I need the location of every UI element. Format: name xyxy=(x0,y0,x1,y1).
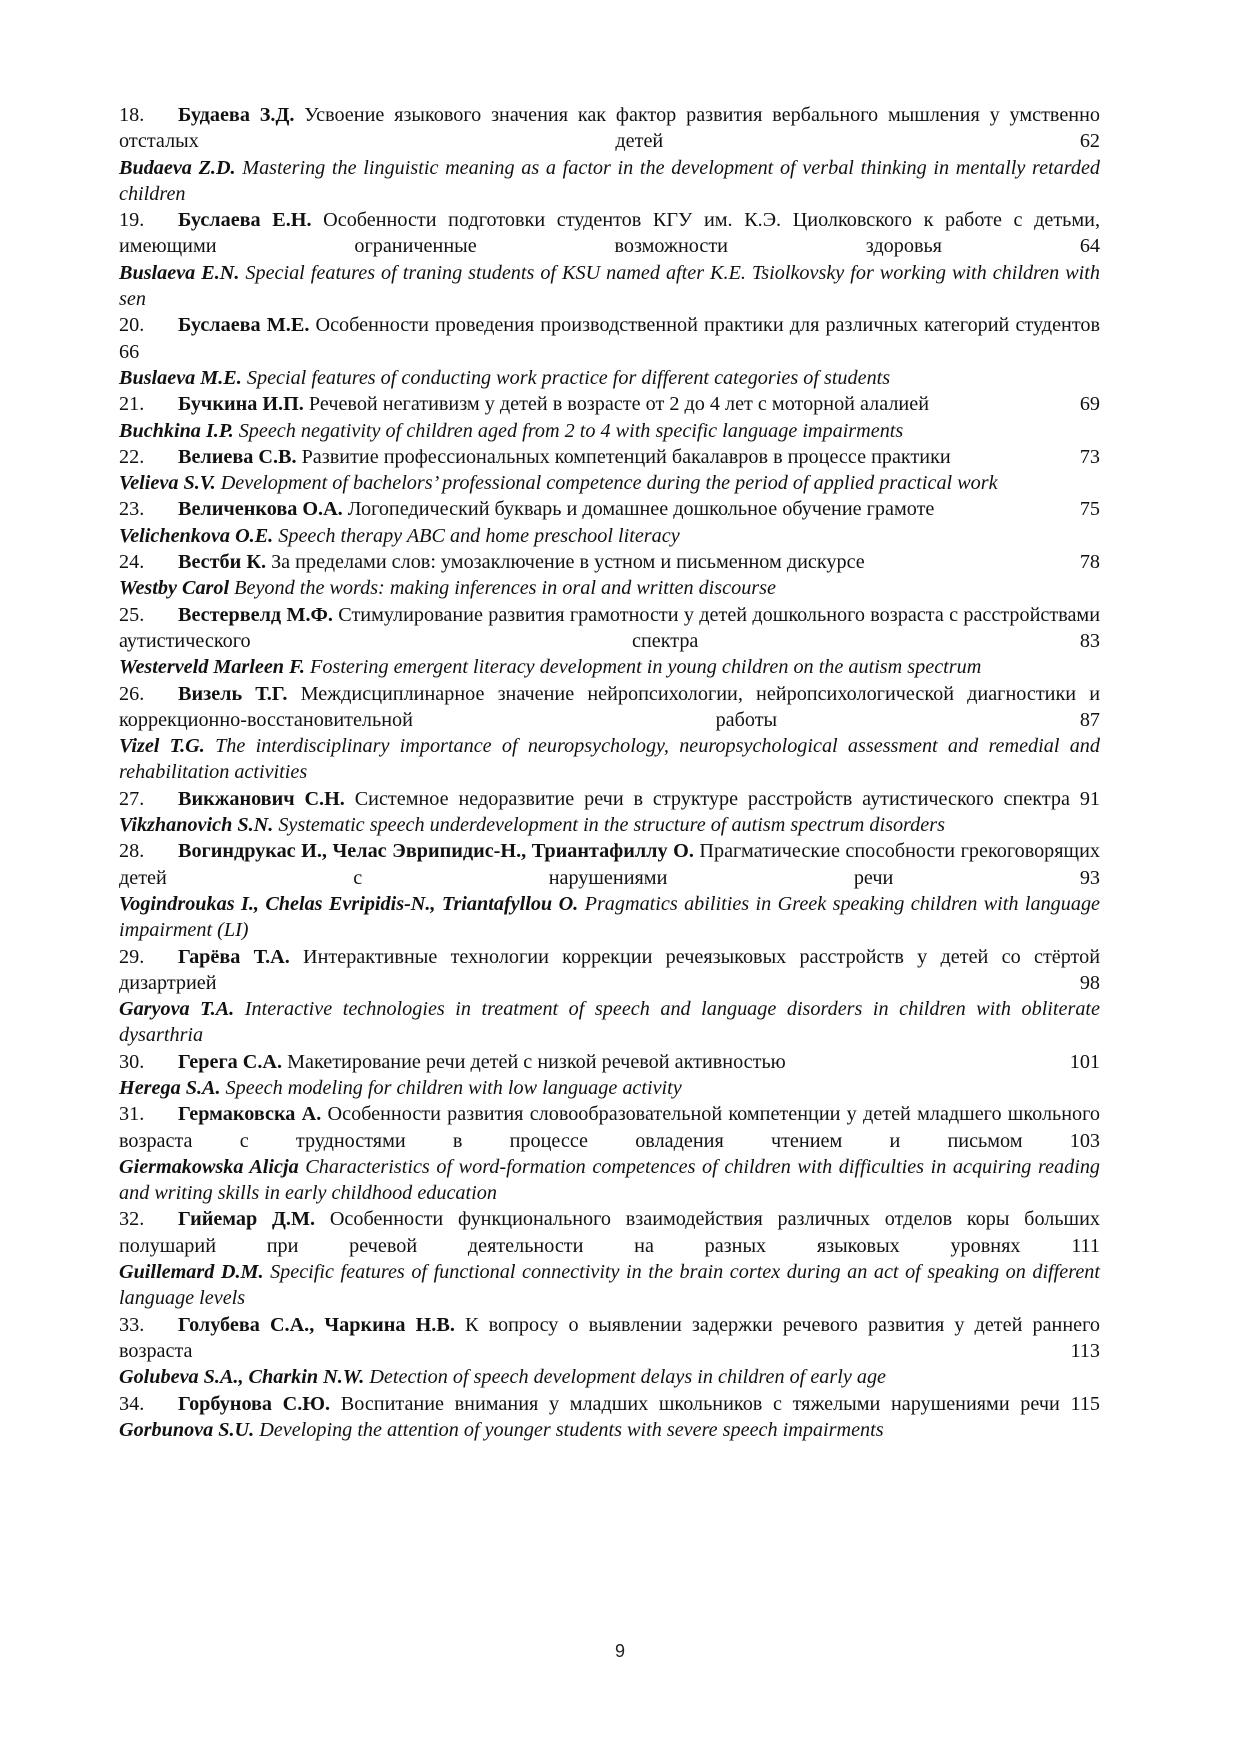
entry-number: 25. xyxy=(119,603,145,626)
toc-entry-26 xyxy=(119,681,1100,786)
toc-entry-en xyxy=(119,891,1100,944)
toc-entry-23 xyxy=(119,496,1100,549)
entry-page: 64 xyxy=(1079,235,1100,258)
entry-number: 34. xyxy=(119,1392,145,1415)
entry-number: 27. xyxy=(119,787,145,810)
toc-entry-20 xyxy=(119,312,1100,391)
entry-title-ru: К вопросу о выявлении задержки речевого развития у детей раннего возраста xyxy=(119,1313,1100,1362)
entry-author-en: Velieva S.V. xyxy=(119,472,216,495)
toc-entry-33 xyxy=(119,1312,1100,1391)
toc-entry-ru xyxy=(119,1391,1100,1417)
entry-author-en: Garyova T.A. xyxy=(119,998,235,1021)
entry-number: 24. xyxy=(119,551,145,574)
entry-number: 18. xyxy=(119,104,145,126)
toc-entry-en xyxy=(119,1075,1100,1101)
toc-entry-29 xyxy=(119,944,1100,1049)
entry-page: 101 xyxy=(1069,1050,1100,1073)
entry-title-ru: Прагматические способности грекоговорящих детей с нарушениями речи xyxy=(119,840,1101,889)
entry-title-ru: Развитие профессиональных компетенций бакалавров в процессе практики xyxy=(301,445,951,468)
entry-number: 19. xyxy=(119,209,145,232)
entry-title-ru: Особенности развития словообразовательной компетенции у детей младшего школьного возраста с трудностями в процессе овладения чтением и письмом xyxy=(119,1103,1101,1152)
toc-entry-ru xyxy=(119,786,1100,812)
entry-author-ru: Визель Т.Г. xyxy=(178,682,288,705)
toc-entry-en xyxy=(119,1259,1100,1312)
entry-title-en: Beyond the words: making inferences in oral and written discourse xyxy=(234,577,776,600)
toc-entry-en xyxy=(119,654,1100,680)
entry-number: 28. xyxy=(119,840,145,863)
entry-author-ru: Велиева С.В. xyxy=(178,445,297,468)
entry-title-ru: Особенности проведения производственной практики для различных категорий студентов xyxy=(315,314,1101,337)
entry-title-en: The interdisciplinary importance of neuropsychology, neuropsychological assessment and remedial and rehabilitation activities xyxy=(119,735,1100,784)
toc-entry-ru xyxy=(119,1049,1100,1075)
entry-title-ru: Особенности подготовки студентов КГУ им. К.Э. Циолковского к работе с детьми, имеющими ограниченные возможности здоровья xyxy=(119,209,1101,258)
entry-number: 26. xyxy=(119,682,145,705)
entry-title-en: Fostering emergent literacy development in young children on the autism spectrum xyxy=(310,656,982,679)
entry-title-en: Interactive technologies in treatment of speech and language disorders in children with obliterate dysarthria xyxy=(119,998,1101,1047)
entry-title-ru: Речевой негативизм у детей в возрасте от 2 до 4 лет с моторной алалией xyxy=(308,393,930,416)
entry-page: 62 xyxy=(1079,130,1100,153)
entry-author-en: Golubeva S.A., Charkin N.W. xyxy=(119,1366,365,1389)
entry-author-ru: Буслаева Е.Н. xyxy=(178,209,312,232)
entry-head xyxy=(119,1049,786,1075)
toc-entry-en xyxy=(119,996,1100,1049)
toc-entry-32 xyxy=(119,1206,1100,1311)
entry-author-ru: Бучкина И.П. xyxy=(178,393,304,416)
entry-author-ru: Величенкова О.А. xyxy=(178,498,343,521)
toc-entry-en xyxy=(119,1154,1100,1207)
entry-page: 73 xyxy=(1079,445,1100,468)
toc-entry-ru xyxy=(119,1101,1100,1154)
entry-author-ru: Викжанович С.Н. xyxy=(178,787,345,810)
entry-number: 22. xyxy=(119,445,145,468)
entry-author-en: Gorbunova S.U. xyxy=(119,1418,255,1441)
entry-author-en: Vikzhanovich S.N. xyxy=(119,814,274,837)
entry-title-en: Pragmatics abilities in Greek speaking children with language impairment (LI) xyxy=(119,892,1101,942)
toc-entry-25 xyxy=(119,602,1100,681)
entry-title-ru: Воспитание внимания у младших школьников с тяжелыми нарушениями речи xyxy=(340,1392,1060,1415)
toc-entry-ru xyxy=(119,1206,1100,1259)
entry-author-ru: Гермаковска А. xyxy=(178,1103,322,1126)
toc-entry-en xyxy=(119,1364,1100,1390)
toc-entry-en xyxy=(119,1417,1100,1443)
toc-entry-en xyxy=(119,733,1100,786)
entry-title-en: Development of bachelors’ professional competence during the period of applied practical work xyxy=(220,472,998,495)
entry-title-ru: Междисциплинарное значение нейропсихологии, нейропсихологической диагностики и коррекционно-восстановительной работы xyxy=(119,682,1100,731)
toc-entry-30 xyxy=(119,1049,1100,1102)
entry-head xyxy=(119,496,934,522)
entry-author-en: Buslaeva M.E. xyxy=(119,366,242,389)
toc-entry-31 xyxy=(119,1101,1100,1206)
entry-author-en: Vizel T.G. xyxy=(119,735,205,758)
entry-author-ru: Вестервелд М.Ф. xyxy=(178,603,333,626)
toc-entry-en xyxy=(119,365,1100,391)
toc-entry-21 xyxy=(119,391,1100,444)
entry-page: 93 xyxy=(1079,866,1100,889)
entry-title-en: Mastering the linguistic meaning as a factor in the development of verbal thinking in mentally retarded children xyxy=(119,156,1101,205)
entry-page: 83 xyxy=(1079,629,1101,652)
entry-author-en: Westerveld Marleen F. xyxy=(119,656,305,679)
entry-title-ru: Стимулирование развития грамотности у детей дошкольного возраста с расстройствами аутистического спектра xyxy=(119,603,1100,652)
toc-entry-ru xyxy=(119,602,1100,655)
entry-author-en: Guillemard D.M. xyxy=(119,1261,264,1284)
entry-title-ru: Макетирование речи детей с низкой речевой активностью xyxy=(287,1050,786,1073)
entry-title-en: Characteristics of word-formation competences of children with difficulties in acquiring reading and writing skills in early childhood education xyxy=(119,1155,1101,1205)
entry-title-en: Speech negativity of children aged from 2 to 4 with specific language impairments xyxy=(238,419,904,442)
entry-author-en: Velichenkova O.E. xyxy=(119,524,274,547)
entry-title-en: Specific features of functional connectivity in the brain cortex during an act of speaking on different language levels xyxy=(119,1261,1101,1310)
entry-page: 115 xyxy=(1070,1392,1101,1415)
toc-entry-ru xyxy=(119,312,1100,365)
table-of-contents xyxy=(119,102,1100,1443)
toc-entry-ru xyxy=(119,102,1100,155)
entry-author-ru: Буслаева М.Е. xyxy=(178,314,310,337)
entry-author-ru: Голубева С.А., Чаркина Н.В. xyxy=(178,1313,455,1336)
entry-author-en: Vogindroukas I., Chelas Evripidis-N., Triantafyllou O. xyxy=(119,892,579,915)
entry-author-en: Buchkina I.P. xyxy=(119,419,234,442)
entry-title-en: Special features of traning students of KSU named after K.E. Tsiolkovsky for working with children with sen xyxy=(119,261,1100,311)
entry-author-ru: Горбунова С.Ю. xyxy=(178,1392,331,1415)
entry-page: 66 xyxy=(119,340,140,363)
entry-title-en: Speech therapy ABC and home preschool literacy xyxy=(278,524,680,547)
entry-title-en: Speech modeling for children with low language activity xyxy=(225,1076,682,1099)
toc-entry-ru xyxy=(119,444,1100,470)
entry-author-ru: Вестби К. xyxy=(178,551,267,574)
toc-entry-22 xyxy=(119,444,1100,497)
entry-page: 103 xyxy=(1069,1129,1100,1152)
entry-page: 111 xyxy=(1071,1234,1100,1257)
entry-author-en: Giermakowska Alicja xyxy=(119,1155,299,1178)
toc-entry-ru xyxy=(119,838,1100,891)
toc-entry-ru xyxy=(119,549,1100,575)
toc-entry-ru xyxy=(119,207,1100,260)
toc-entry-en xyxy=(119,812,1100,838)
entry-author-en: Herega S.A. xyxy=(119,1076,221,1099)
entry-page: 113 xyxy=(1070,1339,1100,1362)
toc-entry-en xyxy=(119,575,1100,601)
toc-entry-34 xyxy=(119,1391,1100,1444)
toc-entry-ru xyxy=(119,1312,1100,1365)
entry-number: 31. xyxy=(119,1103,145,1126)
entry-page: 75 xyxy=(1079,498,1100,521)
toc-entry-en xyxy=(119,418,1100,444)
entry-number: 20. xyxy=(119,314,145,337)
toc-entry-ru xyxy=(119,391,1100,417)
entry-page: 78 xyxy=(1079,551,1100,574)
toc-entry-en xyxy=(119,260,1100,313)
toc-entry-19 xyxy=(119,207,1100,312)
entry-title-en: Special features of conducting work practice for different categories of students xyxy=(246,366,891,389)
entry-number: 32. xyxy=(119,1208,145,1231)
entry-title-en: Systematic speech underdevelopment in the structure of autism spectrum disorders xyxy=(278,814,945,837)
toc-entry-27 xyxy=(119,786,1100,839)
entry-title-en: Detection of speech development delays in children of early age xyxy=(369,1366,887,1389)
entry-title-ru: Логопедический букварь и домашнее дошкольное обучение грамоте xyxy=(347,498,935,521)
entry-page: 98 xyxy=(1079,971,1100,994)
entry-title-ru: За пределами слов: умозаключение в устном и письменном дискурсе xyxy=(271,551,865,574)
toc-entry-ru xyxy=(119,496,1100,522)
toc-entry-en xyxy=(119,155,1100,208)
toc-entry-18 xyxy=(119,102,1100,207)
entry-author-en: Budaeva Z.D. xyxy=(119,156,236,179)
entry-number: 23. xyxy=(119,498,145,521)
entry-title-en: Developing the attention of younger students with severe speech impairments xyxy=(259,1418,884,1441)
entry-number: 21. xyxy=(119,393,145,416)
entry-author-en: Westby Carol xyxy=(119,577,230,600)
entry-number: 29. xyxy=(119,945,145,968)
toc-entry-en xyxy=(119,470,1100,496)
entry-head xyxy=(119,444,951,470)
entry-page: 69 xyxy=(1079,393,1100,416)
toc-entry-24 xyxy=(119,549,1100,602)
entry-head xyxy=(119,549,865,575)
toc-entry-28 xyxy=(119,838,1100,943)
page-number: 9 xyxy=(614,1641,625,1661)
toc-entry-ru xyxy=(119,681,1100,734)
entry-number: 30. xyxy=(119,1050,145,1073)
toc-entry-en xyxy=(119,523,1100,549)
entry-number: 33. xyxy=(119,1313,145,1336)
entry-author-ru: Вогиндрукас И., Челас Эврипидис-Н., Триантафиллу О. xyxy=(178,840,694,863)
entry-page: 91 xyxy=(1079,787,1100,810)
toc-entry-ru xyxy=(119,944,1100,997)
entry-author-ru: Гийемар Д.М. xyxy=(178,1208,316,1231)
entry-title-ru: Интерактивные технологии коррекции речеязыковых расстройств у детей со стёртой дизартрией xyxy=(119,945,1101,994)
entry-author-ru: Гарёва Т.А. xyxy=(178,945,290,968)
entry-author-ru: Будаева З.Д. xyxy=(178,104,295,126)
entry-author-ru: Герега С.А. xyxy=(178,1050,283,1073)
entry-title-ru: Усвоение языкового значения как фактор развития вербального мышления у умственно отсталых детей xyxy=(119,104,1100,153)
entry-author-en: Buslaeva E.N. xyxy=(119,261,240,284)
entry-title-ru: Особенности функционального взаимодействия различных отделов коры больших полушарий при речевой деятельности на разных языковых уровнях xyxy=(119,1208,1101,1257)
entry-head xyxy=(119,391,929,417)
entry-page: 87 xyxy=(1079,708,1100,731)
entry-title-ru: Системное недоразвитие речи в структуре расстройств аутистического спектра xyxy=(354,787,1070,810)
